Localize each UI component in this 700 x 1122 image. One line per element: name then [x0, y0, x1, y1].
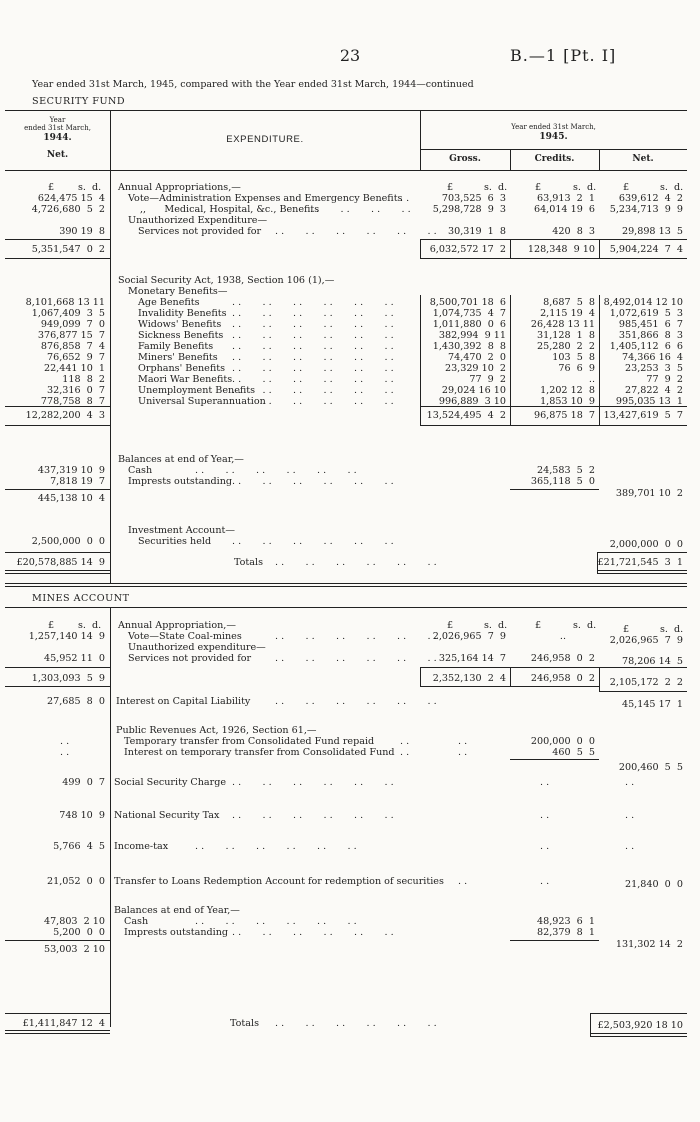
leader-dots: . .: [60, 736, 70, 747]
section-heading: Investment Account—: [128, 525, 235, 536]
prev-net-value: 5,766 4 5: [53, 841, 105, 852]
total-value: £20,578,885 14 9: [16, 557, 105, 568]
leader-dots: . . . . . . . . . . . .: [232, 374, 394, 385]
row-desc: National Security Tax: [114, 810, 220, 821]
prev-net-value: 8,101,668 13 11: [25, 297, 105, 308]
leader-dots: . . . . . . . . . . . .: [195, 465, 357, 476]
subtotal-value: 2,352,130 2 4: [432, 673, 506, 684]
subtotal-value: 1,303,093 5 9: [31, 673, 105, 684]
currency-pence: d.: [498, 620, 508, 631]
column-divider: [599, 295, 600, 409]
net-value: 29,898 13 5: [621, 226, 683, 237]
row-desc: Annual Appropriations,—: [118, 182, 241, 193]
credits-value: 48,923 6 1: [537, 916, 595, 927]
leader-dots: . .: [625, 841, 635, 852]
prev-net-value: 1,067,409 3 5: [31, 308, 105, 319]
totals-rule: [597, 573, 687, 574]
row-desc: Vote—State Coal-mines: [128, 631, 242, 642]
prev-net-value: 47,803 2 10: [43, 916, 105, 927]
gross-value: 77 9 2: [469, 374, 506, 385]
currency-pound: £: [48, 620, 55, 631]
totals-rule: [597, 552, 687, 553]
header-prev-line1: Year: [49, 116, 66, 124]
gross-value: 1,430,392 8 8: [432, 341, 506, 352]
gross-value: 23,329 10 2: [444, 363, 506, 374]
leader-dots: . .: [458, 876, 468, 887]
benefit-desc: Sickness Benefits: [138, 330, 224, 341]
totals-label: Totals: [234, 557, 263, 568]
section-title-security-fund: SECURITY FUND: [32, 96, 126, 107]
column-divider: [420, 295, 421, 409]
header-prev-year: 1944.: [43, 133, 72, 143]
credits-value: 420 8 3: [552, 226, 595, 237]
currency-shillings: s.: [660, 624, 668, 635]
subtotal-rule: [510, 489, 599, 490]
benefit-desc: Maori War Benefits: [138, 374, 233, 385]
leader-dots: . .: [458, 747, 468, 758]
credits-value: 76 6 9: [558, 363, 595, 374]
row-desc: Income-tax: [114, 841, 169, 852]
net-value: 1,405,112 6 6: [609, 341, 683, 352]
header-cur-year: 1945.: [539, 132, 568, 142]
credits-value: 460 5 5: [552, 747, 595, 758]
subtotal-value: 445,138 10 4: [37, 493, 105, 504]
total-value: £21,721,545 3 1: [597, 557, 683, 568]
row-desc: Social Security Charge: [114, 777, 227, 788]
totals-rule: [590, 1036, 687, 1037]
table-top-rule: [5, 607, 687, 608]
leader-dots: . . . . . . . . . . . .: [232, 341, 394, 352]
subtotal-rule: [5, 425, 110, 426]
benefit-desc: Age Benefits: [138, 297, 200, 308]
leader-dots: . . . . . . . . . . . .: [232, 308, 394, 319]
column-divider: [510, 239, 511, 258]
caption: Year ended 31st March, 1945, compared with the Year ended 31st March, 1944—continued: [32, 79, 474, 90]
credits-value: 64,014 19 6: [533, 204, 595, 215]
leader-dots: . . . . . . . . . . . .: [275, 653, 437, 664]
subtotal-rule: [420, 667, 687, 668]
credits-value: 103 5 8: [552, 352, 595, 363]
row-desc: Services not provided for: [138, 226, 262, 237]
net-value: 21,840 0 0: [625, 879, 683, 890]
totals-rule: [5, 1013, 110, 1014]
page-number: 23: [339, 46, 361, 65]
net-value: 78,206 14 5: [621, 656, 683, 667]
header-prev-line2: ended 31st March,: [24, 124, 91, 132]
subtotal-rule: [420, 686, 599, 687]
column-divider: [510, 667, 511, 686]
leader-dots: . .: [540, 876, 550, 887]
gross-value: 996,889 3 10: [438, 396, 506, 407]
subtotal-rule: [510, 759, 599, 760]
prev-net-value: 876,858 7 4: [40, 341, 105, 352]
leader-dots: . . . . . . . . . . . .: [275, 631, 437, 642]
prev-net-value: 949,099 7 0: [40, 319, 105, 330]
leader-dots: . . . . . . . . . . . .: [275, 1018, 437, 1029]
leader-dots: . . . . . . . . . . . .: [232, 330, 394, 341]
header-subrule: [420, 149, 687, 150]
leader-dots: . . . . . . . . . . . .: [275, 696, 437, 707]
leader-dots: . . . . . . . . . . . .: [275, 226, 437, 237]
row-desc: Imprests outstanding: [124, 927, 229, 938]
page-reference: B.—1 [Pt. I]: [510, 46, 617, 65]
credits-value: 200,000 0 0: [530, 736, 595, 747]
currency-pound: £: [447, 182, 454, 193]
benefit-desc: Universal Superannuation: [138, 396, 266, 407]
prev-net-value: 22,441 10 1: [43, 363, 105, 374]
net-value: 27,822 4 2: [625, 385, 683, 396]
prev-net-value: 748 10 9: [59, 810, 105, 821]
total-value: £1,411,847 12 4: [22, 1018, 105, 1029]
leader-dots: . . . . . . . . . . . .: [275, 557, 437, 568]
header-expenditure: EXPENDITURE.: [226, 134, 304, 145]
prev-net-value: 499 0 7: [62, 777, 105, 788]
gross-value: 1,074,735 4 7: [432, 308, 506, 319]
leader-dots: . .: [458, 736, 468, 747]
credits-value: ..: [588, 374, 595, 385]
column-divider: [510, 295, 511, 409]
totals-rule: [590, 1033, 687, 1034]
credits-value: 31,128 1 8: [537, 330, 595, 341]
currency-pence: d.: [587, 620, 597, 631]
subtotal-value: 13,524,495 4 2: [426, 410, 506, 421]
currency-pence: d.: [674, 182, 684, 193]
gross-value: 325,164 14 7: [438, 653, 506, 664]
column-divider: [590, 1013, 591, 1036]
subtotal-rule: [420, 239, 687, 240]
row-desc: Imprests outstanding: [128, 476, 233, 487]
credits-value: ..: [559, 631, 566, 642]
credits-value: 365,118 5 0: [530, 476, 595, 487]
prev-net-value: 21,052 0 0: [47, 876, 105, 887]
row-desc: Services not provided for: [128, 653, 252, 664]
column-divider: [110, 607, 111, 1027]
prev-net-value: 118 8 2: [62, 374, 105, 385]
prev-net-value: 7,818 19 7: [50, 476, 105, 487]
benefit-desc: Invalidity Benefits: [138, 308, 227, 319]
column-divider: [510, 406, 511, 425]
gross-value: 703,525 6 3: [441, 193, 506, 204]
gross-value: 2,026,965 7 9: [432, 631, 506, 642]
subtotal-value: 13,427,619 5 7: [603, 410, 683, 421]
subtotal-rule: [5, 258, 110, 259]
prev-net-value: 390 19 8: [59, 226, 105, 237]
gross-value: 29,024 16 10: [441, 385, 506, 396]
section-title-mines-account: MINES ACCOUNT: [32, 593, 130, 604]
net-value: 351,866 8 3: [618, 330, 683, 341]
subtotal-rule: [5, 667, 110, 668]
currency-pence: d.: [92, 620, 102, 631]
leader-dots: . . . . . . . . . . . .: [195, 916, 357, 927]
subtotal-value: 5,904,224 7 4: [609, 244, 683, 255]
net-value: 1,072,619 5 3: [609, 308, 683, 319]
column-divider: [420, 667, 421, 686]
leader-dots: . . . . . . . . . . . .: [232, 536, 394, 547]
benefit-desc: Family Benefits: [138, 341, 214, 352]
leader-dots: . .: [540, 777, 550, 788]
row-desc: Cash: [128, 465, 153, 476]
credits-value: 82,379 8 1: [537, 927, 595, 938]
header-gross: Gross.: [449, 154, 481, 164]
prev-net-value: 376,877 15 7: [37, 330, 105, 341]
totals-label: Totals: [230, 1018, 259, 1029]
row-desc: Transfer to Loans Redemption Account for redemption of securities: [114, 876, 444, 887]
credits-value: 26,428 13 11: [530, 319, 595, 330]
subtotal-value: 12,282,200 4 3: [25, 410, 105, 421]
section-heading: Social Security Act, 1938, Section 106 (1),—: [118, 275, 335, 286]
column-divider: [420, 239, 421, 258]
net-value: 23,253 3 5: [625, 363, 683, 374]
row-desc: Temporary transfer from Consolidated Fund repaid: [124, 736, 375, 747]
header-cur-line: Year ended 31st March,: [511, 123, 596, 131]
prev-net-value: 5,200 0 0: [53, 927, 105, 938]
net-value: 639,612 4 2: [618, 193, 683, 204]
leader-dots: . .: [540, 841, 550, 852]
prev-net-value: 45,952 11 0: [43, 653, 105, 664]
leader-dots: . . . . . . . . . . . .: [232, 352, 394, 363]
subtotal-rule: [420, 406, 687, 407]
prev-net-value: 624,475 15 4: [37, 193, 105, 204]
section-heading: Public Revenues Act, 1926, Section 61,—: [116, 725, 317, 736]
leader-dots: . . . . . . . . . . . .: [232, 476, 394, 487]
currency-shillings: s.: [660, 182, 668, 193]
leader-dots: . . . . . . . . . . . .: [232, 810, 394, 821]
leader-dots: . . . . . . . . . . . .: [232, 396, 394, 407]
currency-shillings: s.: [484, 182, 492, 193]
section-heading: Balances at end of Year,—: [114, 905, 240, 916]
currency-pound: £: [535, 182, 542, 193]
total-value: £2,503,920 18 10: [597, 1020, 683, 1031]
prev-net-value: 2,500,000 0 0: [31, 536, 105, 547]
currency-pound: £: [447, 620, 454, 631]
leader-dots: . . . . . . . . . . . .: [232, 777, 394, 788]
gross-value: 382,994 9 11: [438, 330, 506, 341]
credits-value: 2,115 19 4: [540, 308, 595, 319]
subtotal-value: 6,032,572 17 2: [429, 244, 506, 255]
row-desc: Annual Appropriation,—: [118, 620, 236, 631]
prev-net-value: 1,257,140 14 9: [28, 631, 105, 642]
subtotal-rule: [510, 940, 599, 941]
gross-value: 1,011,880 0 6: [432, 319, 506, 330]
row-desc: Cash: [124, 916, 149, 927]
credits-value: 1,853 10 9: [540, 396, 595, 407]
gross-value: 74,470 2 0: [448, 352, 506, 363]
currency-pound: £: [623, 624, 630, 635]
section-heading: Balances at end of Year,—: [118, 454, 244, 465]
totals-rule: [597, 570, 687, 571]
row-desc: Securities held: [138, 536, 212, 547]
prev-net-value: 27,685 8 0: [47, 696, 105, 707]
credits-value: 25,280 2 2: [537, 341, 595, 352]
leader-dots: . . . . . . . . . . . .: [195, 841, 357, 852]
currency-pence: d.: [498, 182, 508, 193]
column-divider: [110, 110, 111, 584]
net-value: 8,492,014 12 10: [603, 297, 683, 308]
subtotal-value: 2,105,172 2 2: [609, 677, 683, 688]
currency-shillings: s.: [573, 182, 581, 193]
net-value: 985,451 6 7: [618, 319, 683, 330]
currency-shillings: s.: [573, 620, 581, 631]
leader-dots: . . . . . . . .: [310, 204, 411, 215]
subtotal-value: 5,351,547 0 2: [31, 244, 105, 255]
totals-rule: [5, 1030, 110, 1031]
subtotal-value: 128,348 9 10: [527, 244, 595, 255]
net-value: 995,035 13 1: [615, 396, 683, 407]
prev-net-value: 437,319 10 9: [37, 465, 105, 476]
net-value: 5,234,713 9 9: [609, 204, 683, 215]
subtotal-value: 53,003 2 10: [43, 944, 105, 955]
currency-pence: d.: [92, 182, 102, 193]
header-net: Net.: [632, 154, 654, 164]
header-prev-net: Net.: [46, 150, 69, 160]
net-value: 74,366 16 4: [621, 352, 683, 363]
row-desc: Interest on temporary transfer from Consolidated Fund: [124, 747, 395, 758]
credits-value: 63,913 2 1: [537, 193, 595, 204]
credits-value: 246,958 0 2: [530, 653, 595, 664]
subtotal-rule: [5, 239, 110, 240]
leader-dots: . .: [400, 193, 410, 204]
currency-shillings: s.: [78, 182, 86, 193]
benefit-desc: Miners' Benefits: [138, 352, 218, 363]
currency-pound: £: [48, 182, 55, 193]
prev-net-value: 32,316 0 7: [47, 385, 105, 396]
column-divider: [597, 552, 598, 573]
net-value: 2,000,000 0 0: [609, 539, 683, 550]
row-desc: Interest on Capital Liability: [116, 696, 251, 707]
leader-dots: . .: [625, 810, 635, 821]
leader-dots: . .: [625, 777, 635, 788]
currency-pence: d.: [587, 182, 597, 193]
net-value: 2,026,965 7 9: [609, 635, 683, 646]
net-value: 77 9 2: [646, 374, 683, 385]
column-divider: [599, 406, 600, 425]
column-divider: [599, 239, 600, 258]
column-divider: [599, 667, 600, 691]
leader-dots: . .: [400, 736, 410, 747]
currency-shillings: s.: [484, 620, 492, 631]
leader-dots: . . . . . . . . . . . .: [232, 363, 394, 374]
credits-value: 8,687 5 8: [543, 297, 595, 308]
totals-rule: [5, 552, 110, 553]
currency-pence: d.: [674, 624, 684, 635]
section-divider-rule: [5, 586, 687, 587]
credits-value: 1,202 12 8: [540, 385, 595, 396]
leader-dots: . . . . . . . . . . . .: [232, 297, 394, 308]
section-divider-rule: [5, 583, 687, 584]
leader-dots: . . . . . . . . . . . .: [232, 385, 394, 396]
totals-rule: [590, 1013, 687, 1014]
leader-dots: . .: [540, 810, 550, 821]
benefit-desc: Orphans' Benefits: [138, 363, 226, 374]
header-credits: Credits.: [534, 154, 575, 164]
totals-rule: [5, 1033, 110, 1034]
gross-value: 8,500,701 18 6: [429, 297, 506, 308]
subtotal-rule: [5, 489, 110, 490]
benefit-desc: Widows' Benefits: [138, 319, 222, 330]
net-value: 200,460 5 5: [618, 762, 683, 773]
net-value: 45,145 17 1: [621, 699, 683, 710]
subtotal-rule: [5, 406, 110, 407]
row-desc: Unauthorized expenditure—: [128, 642, 266, 653]
totals-rule: [5, 573, 110, 574]
prev-net-value: 76,652 9 7: [47, 352, 105, 363]
credits-value: 24,583 5 2: [537, 465, 595, 476]
currency-shillings: s.: [78, 620, 86, 631]
subtotal-rule: [420, 425, 687, 426]
currency-pound: £: [623, 182, 630, 193]
gross-value: 5,298,728 9 3: [432, 204, 506, 215]
leader-dots: . . . . . . . . . . . .: [232, 319, 394, 330]
subtotal-value: 246,958 0 2: [530, 673, 595, 684]
leader-dots: . .: [60, 747, 70, 758]
leader-dots: . .: [400, 747, 410, 758]
leader-dots: . . . . . . . . . . . .: [232, 927, 394, 938]
prev-net-value: 4,726,680 5 2: [31, 204, 105, 215]
subtotal-rule: [420, 258, 687, 259]
header-bottom-rule: [5, 170, 687, 171]
subtotal-value: 96,875 18 7: [533, 410, 595, 421]
net-value: 131,302 14 2: [615, 939, 683, 950]
subtotal-rule: [5, 940, 110, 941]
totals-rule: [5, 570, 110, 571]
currency-pound: £: [535, 620, 542, 631]
row-desc: Vote—Administration Expenses and Emergency Benefits: [128, 193, 403, 204]
net-value: 389,701 10 2: [615, 488, 683, 499]
benefit-desc: Unemployment Benefits: [138, 385, 256, 396]
prev-net-value: 778,758 8 7: [40, 396, 105, 407]
subtotal-rule: [599, 691, 687, 692]
row-desc: ,, Medical, Hospital, &c., Benefits: [140, 204, 320, 215]
subtotal-rule: [5, 686, 110, 687]
column-divider: [420, 406, 421, 425]
section-heading: Monetary Benefits—: [128, 286, 228, 297]
gross-value: 30,319 1 8: [448, 226, 506, 237]
row-desc: Unauthorized Expenditure—: [128, 215, 268, 226]
table-top-rule: [5, 110, 687, 111]
